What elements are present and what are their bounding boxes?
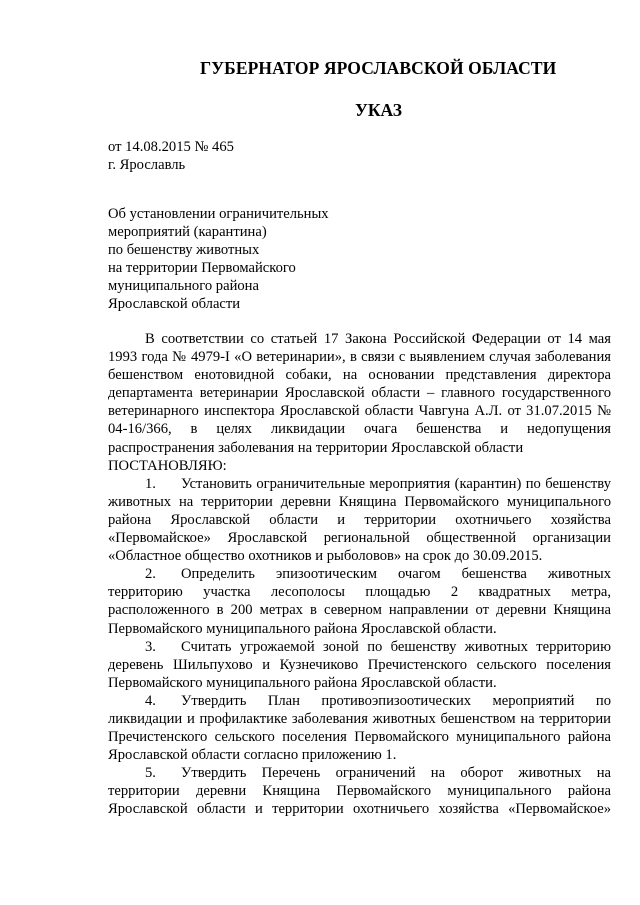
document-meta <box>108 138 234 174</box>
date-number: от 14.08.2015 № 465 <box>108 139 234 155</box>
subject-line: Ярославской области <box>108 296 241 313</box>
decree-item <box>108 475 611 565</box>
item-text: Считать угрожаемой зоной по бешенству животных территорию деревень Шильпухово и Кузнечиково Пречистенского сельского поселения Первомайского муниципального района Ярославской области. <box>108 638 611 691</box>
decree-subject <box>108 205 329 314</box>
subject-line: на территории Первомайского <box>108 260 296 277</box>
decree-item <box>108 565 611 637</box>
item-text: Установить ограничительные мероприятия (карантин) по бешенству животных на территории деревни Княщина Первомайского муниципального района Ярославской области и территории охотничьего хозяйства «Первомайское» Ярославской региональной общественной организации «Областное общество охотников и рыболовов» на срок до 30.09.2015. <box>108 475 611 565</box>
decree-item <box>108 692 611 764</box>
resolve-heading: ПОСТАНОВЛЯЮ: <box>108 457 227 474</box>
subject-line: Об установлении ограничительных <box>108 206 329 222</box>
item-number: 5. <box>145 765 156 782</box>
governor-title: ГУБЕРНАТОР ЯРОСЛАВСКОЙ ОБЛАСТИ <box>200 58 557 78</box>
item-number: 2. <box>145 566 156 583</box>
preamble-paragraph: В соответствии со статьей 17 Закона Российской Федерации от 14 мая 1993 года № 4979-I «О ветеринарии», в связи с выявлением случая заболевания бешенством енотовидной собаки, на основании представления директора департамента ветеринарии Ярославской области – главного государственного ветеринарного инспектора Ярославской области Чавгуна А.Л. от 31.07.2015 № 04-16/366, в целях ликвидации очага бешенства и недопущения распространения заболевания на территории Ярославской области <box>108 331 611 456</box>
city: г. Ярославль <box>108 157 186 173</box>
item-text: Утвердить План противоэпизоотических мероприятий по ликвидации и профилактике заболевания животных бешенством на территории Пречистенского сельского поселения Первомайского муниципального района Ярославской области согласно приложению 1. <box>108 692 611 764</box>
item-number: 1. <box>145 475 156 492</box>
decree-item <box>108 638 611 692</box>
item-number: 3. <box>145 638 156 655</box>
document-type-title: УКАЗ <box>355 100 402 120</box>
decree-item <box>108 764 611 818</box>
decree-body <box>108 330 611 819</box>
item-text: Определить эпизоотическим очагом бешенства животных территорию участка лесополосы площадью 2 квадратных метра, расположенного в 200 метрах в северном направлении от деревни Княщина Первомайского муниципального района Ярославской области. <box>108 566 611 637</box>
subject-line: по бешенству животных <box>108 242 260 259</box>
item-text: Утвердить Перечень ограничений на оборот животных на территории деревни Княщина Первомайского муниципального района Ярославской области и территории охотничьего хозяйства «Первомайское» <box>108 765 611 818</box>
subject-line: муниципального района <box>108 278 259 295</box>
item-number: 4. <box>145 692 156 709</box>
subject-line: мероприятий (карантина) <box>108 224 267 241</box>
